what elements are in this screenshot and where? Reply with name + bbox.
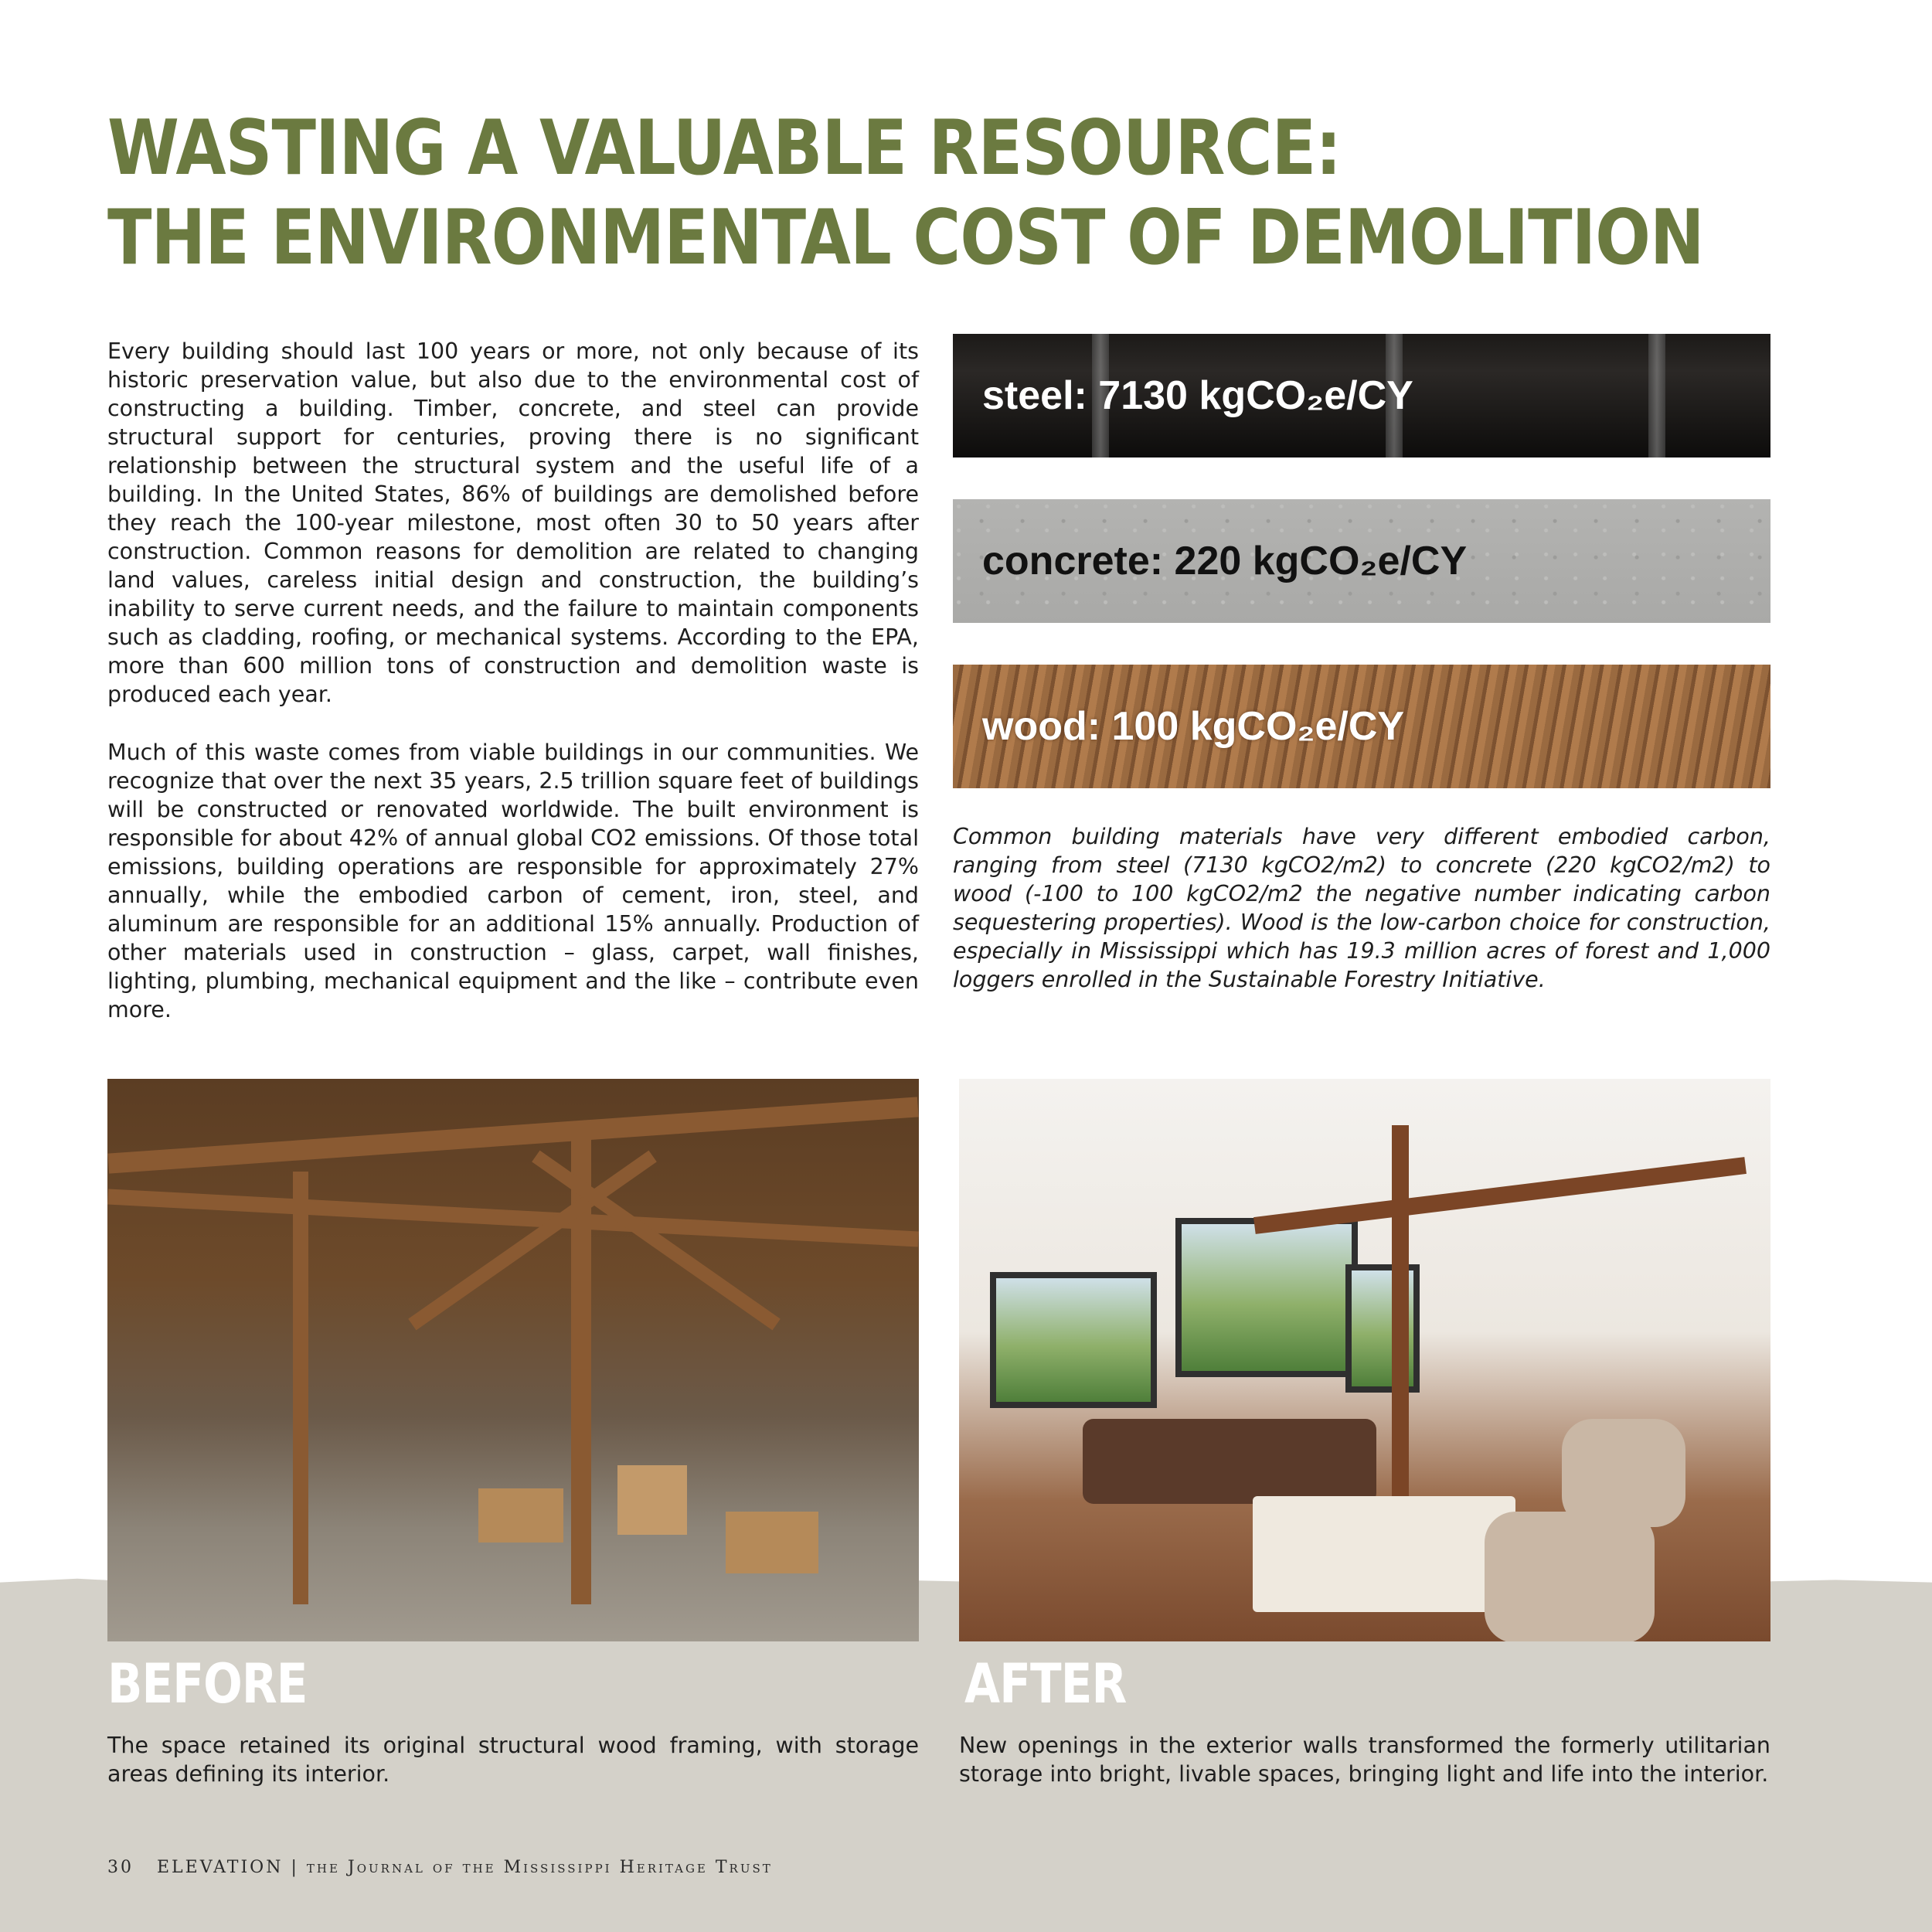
page-title xyxy=(107,104,1704,283)
title-line-2: THE ENVIRONMENTAL COST OF DEMOLITION xyxy=(107,194,1704,282)
wood-label: wood: 100 kgCO₂e/CY xyxy=(982,704,1405,749)
footer-separator: | xyxy=(291,1858,299,1877)
materials-caption: Common building materials have very different embodied carbon, ranging from steel (7130 kgCO2/m2) to concrete (220 kgCO2/m2) to wood (-100 to 100 kgCO2/m2 the negative number indicating carbon sequestering properties). Wood is the low-carbon choice for construction, especially in Mississippi which has 19.3 million acres of forest and 1,000 loggers enrolled in the Sustainable Forestry Initiative. xyxy=(953,824,1770,992)
body-paragraph-1: Every building should last 100 years or more, not only because of its historic preservation value, but also due to the environmental cost of constructing a building. Timber, concrete, and steel can provide structural support for centuries, proving there is no significant relationship between the structural system and the useful life of a building. In the United States, 86% of buildings are demolished before they reach the 100-year milestone, most often 30 to 50 years after construction. Common reasons for demolition are related to changing land values, careless initial design and construction, the building’s inability to serve current needs, and the failure to maintain components such as cladding, roofing, or mechanical systems. According to the EPA, more than 600 million tons of construction and demolition waste is produced each year. xyxy=(107,338,919,707)
steel-label: steel: 7130 kgCO₂e/CY xyxy=(982,373,1413,418)
concrete-label: concrete: 220 kgCO₂e/CY xyxy=(982,539,1468,583)
before-label: BEFORE xyxy=(107,1652,308,1716)
after-caption: New openings in the exterior walls transformed the formerly utilitarian storage into bright, livable spaces, bringing light and life into the interior. xyxy=(959,1733,1770,1787)
after-label: AFTER xyxy=(964,1652,1127,1716)
body-paragraph-2: Much of this waste comes from viable buildings in our communities. We recognize that over the next 35 years, 2.5 trillion square feet of buildings will be constructed or renovated worldwide. The built environment is responsible for about 42% of annual global CO2 emissions. Of those total emissions, building operations are responsible for approximately 27% annually, while the embodied carbon of cement, iron, steel, and aluminum are responsible for an additional 15% annually. Production of other materials used in construction – glass, carpet, wall finishes, lighting, plumbing, mechanical equipment and the like – contribute even more. xyxy=(107,740,919,1022)
after-photo xyxy=(959,1079,1770,1641)
page-footer xyxy=(107,1858,773,1877)
page-number: 30 xyxy=(107,1858,134,1877)
steel-banner xyxy=(953,334,1770,457)
concrete-banner xyxy=(953,499,1770,623)
body-text xyxy=(107,337,919,1053)
before-caption: The space retained its original structural wood framing, with storage areas defining its interior. xyxy=(107,1733,919,1787)
journal-subtitle: the Journal of the Mississippi Heritage Trust xyxy=(306,1858,773,1877)
journal-name: ELEVATION xyxy=(156,1858,284,1877)
title-line-1: WASTING A VALUABLE RESOURCE: xyxy=(107,104,1342,192)
wood-banner xyxy=(953,665,1770,788)
before-photo xyxy=(107,1079,919,1641)
